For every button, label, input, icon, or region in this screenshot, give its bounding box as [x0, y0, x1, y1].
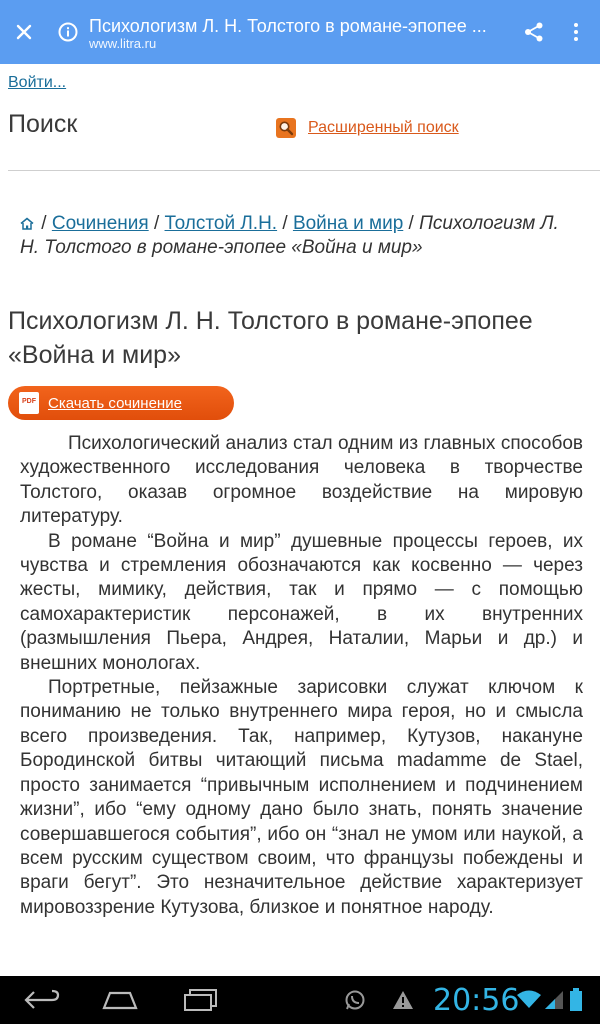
web-content	[0, 64, 600, 976]
breadcrumb-item-essays[interactable]: Сочинения	[51, 213, 149, 234]
pdf-icon	[19, 392, 39, 414]
divider	[8, 170, 600, 171]
essay-paragraph: Психологический анализ стал одним из главных способов художественного исследования человека в творчестве Толстого, оказав огромное воздействие на мировую литературу.	[20, 433, 583, 528]
download-essay-button[interactable]	[8, 386, 234, 420]
breadcrumb-item-tolstoy[interactable]: Толстой Л.Н.	[164, 213, 278, 234]
recent-apps-icon[interactable]	[182, 988, 220, 1012]
system-navigation-bar	[0, 976, 600, 1024]
page-url: www.litra.ru	[89, 36, 157, 51]
breadcrumb-separator: /	[41, 213, 52, 234]
wifi-icon	[516, 989, 542, 1009]
breadcrumb-separator: /	[153, 213, 165, 234]
essay-paragraph: Портретные, пейзажные зарисовки служат ключом к пониманию не только внутреннего мира героя, но и смысла всего произведения. Так, например, Кутузов, накануне Бородинской битвы читающий письма madamme de Stael, просто занимается “привычным исполнением и подчинением жизни”, ибо “ему одному дано было знать, понять значение совершавшегося события”, ибо он “знал не умом или наукой, а всем русским существом своим, что французы побеждены и враги бегут”. Это незначительное действие характеризует мировоззрение Кутузова, близкое и понятное народу.	[20, 677, 583, 918]
essay-paragraph: В романе “Война и мир” душевные процессы героев, их чувства и стремления обозначаются как косвенно — через жесты, мимику, действия, так и прямо — с помощью самохарактеристик персонажей, в их внутренних (размышления Пьера, Андрея, Наталии, Марьи и др.) и внешних монологах.	[20, 530, 583, 674]
battery-icon	[569, 988, 583, 1012]
breadcrumb-current: Психологизм Л. Н. Толстого в романе-эпопее «Война и мир»	[20, 213, 559, 258]
page-title: Психологизм Л. Н. Толстого в романе-эпопее ...	[89, 16, 487, 36]
pdf-icon-label: PDF	[22, 398, 36, 405]
download-essay-label: Скачать сочинение	[48, 394, 182, 412]
share-icon[interactable]	[523, 21, 545, 43]
back-icon[interactable]	[22, 988, 62, 1012]
login-link[interactable]: Войти...	[8, 74, 67, 91]
custom-tab-toolbar	[0, 0, 600, 64]
advanced-search[interactable]	[276, 118, 459, 138]
breadcrumb	[20, 212, 580, 260]
essay-body	[20, 432, 583, 920]
more-vert-icon[interactable]	[570, 21, 582, 43]
home-icon[interactable]	[20, 217, 34, 230]
article-title: Психологизм Л. Н. Толстого в романе-эпопее «Война и мир»	[8, 307, 533, 369]
close-icon[interactable]	[12, 20, 36, 44]
magnifier-icon	[276, 118, 296, 138]
home-icon[interactable]	[100, 990, 140, 1010]
search-heading: Поиск	[8, 110, 78, 138]
clock: 20:56	[433, 983, 520, 1018]
warning-icon	[392, 990, 414, 1010]
whatsapp-icon	[344, 989, 366, 1011]
info-icon[interactable]	[57, 21, 79, 43]
breadcrumb-separator: /	[408, 213, 420, 234]
breadcrumb-separator: /	[282, 213, 293, 234]
advanced-search-link[interactable]: Расширенный поиск	[308, 119, 459, 136]
breadcrumb-item-war-and-peace[interactable]: Война и мир	[292, 213, 404, 234]
signal-icon	[544, 990, 564, 1010]
